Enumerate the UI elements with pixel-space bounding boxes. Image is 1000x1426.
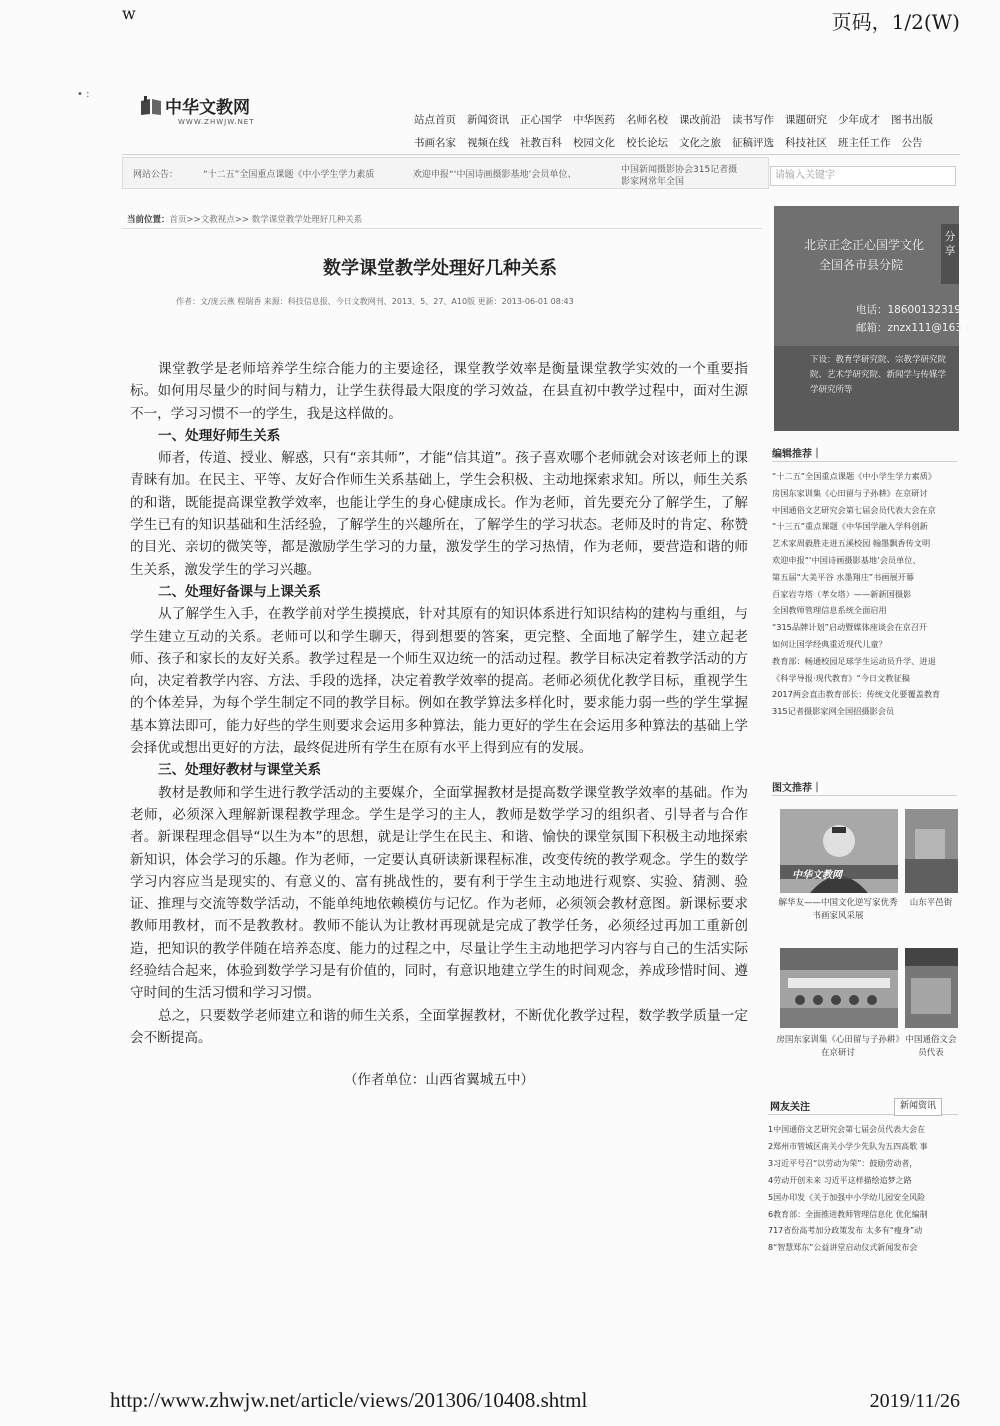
print-footer-url: http://www.zhwjw.net/article/views/201306/10408.shtml bbox=[110, 1388, 588, 1412]
scene-photo-icon bbox=[905, 809, 958, 893]
nav-item[interactable]: 名师名校 bbox=[626, 114, 668, 126]
nav-item[interactable]: 课题研究 bbox=[785, 114, 827, 126]
nav-divider bbox=[122, 154, 960, 155]
main-nav-row-2 bbox=[414, 135, 934, 150]
breadcrumb-path[interactable]: 首页>>文教视点>> 数学课堂教学处理好几种关系 bbox=[169, 215, 363, 225]
editor-pick-item[interactable]: 如何让国学经典重近现代儿童？ bbox=[772, 638, 887, 649]
article-paragraph: 总之，只要数学老师建立和谐的师生关系，全面掌握教材，不断优化教学过程，数学教学质量一定会不断提高。 bbox=[130, 1007, 748, 1046]
section-heading: 一、处理好师生关系 bbox=[158, 427, 281, 444]
article-paragraph: 课堂教学是老师培养学生综合能力的主要途径，课堂教学效率是衡量课堂教学实效的一个重要指标。如何用尽量少的时间与精力，让学生获得最大限度的学习效益，在县直初中教学过程中，面对生源不一，学习习惯不一的学生，我是这样做的。 bbox=[130, 361, 748, 422]
friends-item[interactable]: 5国办印发《关于加强中小学幼儿园安全风险 bbox=[768, 1192, 926, 1202]
article-paragraph: 师者，传道、授业、解惑，只有“亲其师”，才能“信其道”。孩子喜欢哪个老师就会对该老师上的课青睐有加。在民主、平等、友好合作师生关系基础上，学生会积极、主动地探索求知。所以，师生关系的和谐，既能提高课堂教学效率，也能让学生的身心健康成长。作为老师，首先要充分了解学生，了解学生已有的知识基础和生活经验，了解学生的兴趣所在，了解学生的学习状态。老师及时的肯定、称赞的目光、亲切的微笑等，都是激励学生学习的力量，激发学生的学习热情，作为老师，要营造和谐的师生关系，激发学生的学习兴趣。 bbox=[130, 450, 748, 578]
editor-pick-item[interactable]: 教育部：畅通校园足球学生运动员升学、进退 bbox=[772, 655, 936, 666]
nav-item[interactable]: 征稿评选 bbox=[732, 137, 774, 149]
notice-item[interactable]: “十二五”全国重点课题《中小学生学力素质 bbox=[203, 170, 375, 180]
nav-item[interactable]: 校园文化 bbox=[573, 137, 615, 149]
photo-pick-heading: 图文推荐｜ bbox=[772, 783, 822, 794]
event-photo-icon bbox=[905, 948, 958, 1028]
scan-speck: • : bbox=[77, 89, 90, 100]
editor-pick-item[interactable]: 房国东家训集《心田留与子孙耕》在京研讨 bbox=[772, 487, 928, 498]
site-logo[interactable] bbox=[140, 93, 255, 126]
nav-item[interactable]: 图书出版 bbox=[891, 114, 933, 126]
friends-item[interactable]: 4劳动开创未来 习近平这样描绘追梦之路 bbox=[768, 1175, 912, 1185]
editor-pick-item[interactable]: 《科学导报·现代教育》“今日文教征稿 bbox=[772, 672, 910, 683]
friends-item[interactable]: 6教育部：全面推进教师管理信息化 优化编制 bbox=[768, 1209, 928, 1219]
share-tab[interactable]: 分享 bbox=[941, 224, 959, 284]
ad-subtext bbox=[774, 346, 959, 431]
section-heading: 三、处理好教材与课堂关系 bbox=[158, 762, 322, 779]
article-meta: 作者：文/庞云燕 程瑞香 来源：科技信息报、今日文教网刊、2013、5、27、A10版 更新：2013-06-01 08:43 bbox=[176, 297, 574, 306]
article-paragraph: 从了解学生入手，在教学前对学生摸摸底，针对其原有的知识体系进行知识结构的建构与重组，与学生建立互动的关系。老师可以和学生聊天，得到想要的答案，更完整、全面地了解学生，建立起老师、孩子和家长的友好关系。教学过程是一个师生双边统一的活动过程。教学目标决定着教学活动的方向，决定着教学内容、方法、手段的选择，决定着教学效率的提高。老师必须优化教学目标，重视学生的个体差异，为每个学生制定不同的教学目标。例如在教学算法多样化时，要求能力弱一些的学生掌握基本算法即可，能力好些的学生则要求会运用多种算法，能力更好的学生在会运用多种算法的基础上学会择优或想出更好的方法，最终促进所有学生在原有水平上得到应有的发展。 bbox=[130, 606, 748, 757]
meeting-photo-icon bbox=[780, 948, 898, 1028]
friends-heading: 网友关注 bbox=[770, 1102, 810, 1113]
photo-thumb[interactable] bbox=[780, 809, 898, 893]
nav-item[interactable]: 少年成才 bbox=[838, 114, 880, 126]
editor-pick-item[interactable]: “十三五”重点课题《中华国学融入学科创新 bbox=[772, 521, 928, 532]
editor-pick-list bbox=[772, 468, 960, 720]
nav-item[interactable]: 社教百科 bbox=[520, 137, 562, 149]
nav-item[interactable]: 读书写作 bbox=[732, 114, 774, 126]
print-header-left: w bbox=[122, 4, 136, 23]
photo-caption[interactable]: 山东平邑街 bbox=[909, 898, 953, 908]
breadcrumb-divider bbox=[122, 228, 762, 229]
editor-pick-item[interactable]: 欢迎申报“‘中国诗画摄影基地’会员单位、 bbox=[772, 554, 921, 565]
nav-item[interactable]: 新闻资讯 bbox=[467, 114, 509, 126]
editor-pick-item[interactable]: 第五届“大美平谷 水墨翔庄”书画展开幕 bbox=[772, 571, 915, 582]
notice-item[interactable]: 影家网常年全国 bbox=[621, 177, 685, 187]
nav-item[interactable]: 视频在线 bbox=[467, 137, 509, 149]
editor-pick-item[interactable]: “315品牌计划”启动暨媒体座谈会在京召开 bbox=[772, 622, 928, 633]
print-header-page: 页码，1/2(W) bbox=[831, 10, 960, 34]
nav-item[interactable]: 站点首页 bbox=[414, 114, 456, 126]
print-footer-date: 2019/11/26 bbox=[869, 1390, 960, 1412]
friends-item[interactable]: 1中国通俗文艺研究会第七届会员代表大会在 bbox=[768, 1125, 926, 1134]
nav-item[interactable]: 书画名家 bbox=[414, 137, 456, 149]
friends-item[interactable]: 717省份高考加分政策发布 太多有“瘦身”动 bbox=[768, 1226, 923, 1236]
nav-item[interactable]: 课改前沿 bbox=[679, 114, 721, 126]
nav-item[interactable]: 中华医药 bbox=[573, 114, 615, 126]
search-input[interactable]: 请输入关键字 bbox=[770, 166, 956, 186]
friends-list bbox=[768, 1122, 958, 1257]
friends-item[interactable]: 3习近平号召“以劳动为荣”：鼓励劳动者， bbox=[768, 1158, 918, 1168]
notice-item[interactable]: 中国新闻摄影协会315记者摄 bbox=[621, 165, 738, 175]
author-unit: （作者单位：山西省翼城五中） bbox=[343, 1072, 535, 1089]
main-nav-row-1 bbox=[414, 112, 944, 127]
photo-caption[interactable]: 房国东家训集《心田留与子孙耕》在京研讨 bbox=[776, 1035, 900, 1058]
photo-thumb[interactable] bbox=[905, 809, 958, 893]
breadcrumb bbox=[127, 213, 362, 225]
photo-caption[interactable]: 中国通俗文会员代表 bbox=[905, 1035, 957, 1058]
notice-label: 网站公告： bbox=[133, 170, 179, 180]
site-logo-text: 中华文教网 bbox=[165, 98, 250, 118]
ad-email: 邮箱：znzx111@163.c bbox=[856, 322, 972, 334]
editor-pick-item[interactable]: 2017两会直击教育部长：传统文化要覆盖教育 bbox=[772, 689, 941, 700]
nav-item[interactable]: 校长论坛 bbox=[626, 137, 668, 149]
ad-line-2: 全国各市县分院 bbox=[819, 258, 904, 272]
nav-item[interactable]: 文化之旅 bbox=[679, 137, 721, 149]
editor-pick-item[interactable]: 315记者摄影家网全国招摄影会员 bbox=[772, 706, 895, 717]
photo-pick-divider bbox=[772, 795, 957, 796]
photo-thumb[interactable] bbox=[780, 948, 898, 1028]
ad-sub-line: 下设：教育学研究院、宗教学研究院 bbox=[810, 355, 947, 365]
photo-thumb[interactable] bbox=[905, 948, 958, 1028]
nav-item[interactable]: 公告 bbox=[901, 137, 923, 149]
book-logo-icon bbox=[140, 96, 162, 116]
editor-pick-item[interactable]: “十二五”全国重点课题《中小学生学力素质》 bbox=[772, 471, 937, 481]
nav-item[interactable]: 班主任工作 bbox=[838, 137, 891, 149]
ad-line-1: 北京正念正心国学文化 bbox=[804, 238, 925, 252]
tab-news[interactable]: 新闻资讯 bbox=[894, 1098, 942, 1116]
site-notice-bar bbox=[122, 157, 769, 189]
ad-phone: 电话：18600132319 bbox=[856, 304, 961, 316]
editor-pick-item[interactable]: 百家岩寺塔（孝女塔）——新新国摄影 bbox=[772, 588, 912, 599]
editor-pick-heading: 编辑推荐｜ bbox=[772, 449, 822, 460]
ad-sub-line: 院、艺术学研究院、新闻学与传媒学 bbox=[810, 370, 947, 380]
breadcrumb-label: 当前位置： bbox=[127, 215, 170, 225]
editor-pick-item[interactable]: 艺术家周毅胜走进五溪校园 翰墨飘香传文明 bbox=[772, 538, 931, 549]
editor-pick-item[interactable]: 中国通俗文艺研究会第七届会员代表大会在京 bbox=[772, 504, 936, 515]
article-title: 数学课堂教学处理好几种关系 bbox=[323, 258, 557, 279]
photo-watermark: 中华文教网 bbox=[792, 870, 842, 881]
editor-pick-item[interactable]: 全国教师管理信息系统全面启用 bbox=[772, 605, 887, 616]
nav-item[interactable]: 正心国学 bbox=[520, 114, 562, 126]
friends-item[interactable]: 2郑州市管城区南关小学少先队为五四高歌 事 bbox=[768, 1141, 928, 1151]
article-paragraph: 教材是教师和学生进行教学活动的主要媒介，全面掌握教材是提高数学课堂教学效率的基础。作为老师，必须深入理解新课程教学理念。学生是学习的主人，教师是数学学习的组织者、引导者与合作者。新课程理念倡导“以生为本”的思想，就是让学生在民主、和谐、愉快的课堂氛围下积极主动地探索新知识，体会学习的乐趣。作为老师，一定要认真研读新课程标准，改变传统的教学观念。学生的数学学习内容应当是现实的、有意义的、富有挑战性的，要有利于学生主动地进行观察、实验、猜测、验证、推理与交流等数学活动，不能单纯地依赖模仿与记忆。作为老师，必须领会教材意图。新课标要求教师用教材，而不是教教材。教师不能认为让教材再现就是完成了教学任务，必须经过再加工重新创造，把知识的教学伴随在培养态度、能力的过程之中，尽量让学生主动地把学习内容与自己的生活实际经验结合起来，体验到数学学习是有价值的，同时，有意识地建立学生的时间观念，养成珍惜时间、遵守时间的生活习惯和学习习惯。 bbox=[130, 784, 748, 1002]
sidebar-ad-banner[interactable] bbox=[774, 206, 972, 431]
section-heading: 二、处理好备课与上课关系 bbox=[158, 583, 322, 600]
article-body bbox=[130, 358, 748, 1092]
editor-pick-divider bbox=[772, 461, 957, 462]
friends-item[interactable]: 8“智慧郑东”公益讲堂启动仪式新闻发布会 bbox=[768, 1243, 918, 1253]
nav-item[interactable]: 科技社区 bbox=[785, 137, 827, 149]
photo-caption[interactable]: 解华友——中国文化逆写家优秀书画家风采展 bbox=[778, 898, 898, 921]
ad-sub-line: 学研究所等 bbox=[810, 385, 853, 395]
notice-item[interactable]: 欢迎申报“‘中国诗画摄影基地’会员单位、 bbox=[413, 170, 577, 180]
site-logo-url: WWW.ZHWJW.NET bbox=[178, 118, 255, 126]
